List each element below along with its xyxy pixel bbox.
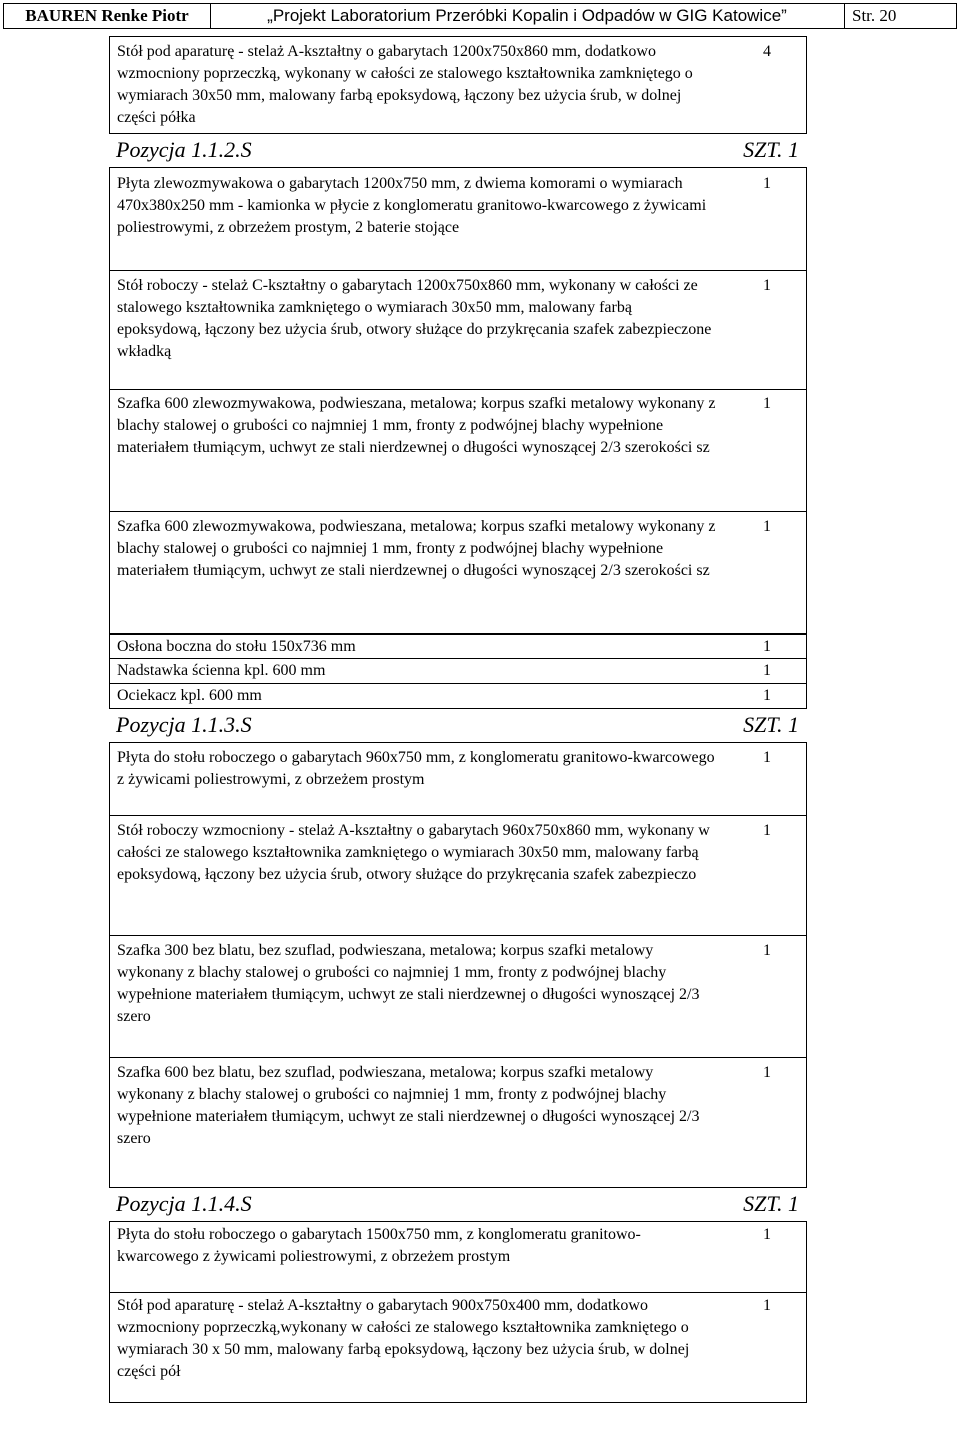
item-quantity: 1 [763,175,771,192]
list-item [109,936,807,1058]
item-quantity: 1 [763,687,771,704]
list-item [109,684,807,709]
list-item [109,1293,807,1403]
project-title: „Projekt Laboratorium Przeróbki Kopalin i Odpadów w GIG Katowice” [210,4,845,28]
list-item [109,1058,807,1188]
page-header [3,3,957,29]
item-description: Stół roboczy wzmocniony - stelaż A-kształtny o gabarytach 960x750x860 mm, wykonany w całości ze stalowego kształtownika zamkniętego o wymiarach 30x50 mm, malowany farbą epoksydową, łączony bez użycia śrub, otwory służące do przykręcania szafek zabezpieczo [117,822,710,883]
position-heading [109,1188,807,1221]
item-quantity: 1 [763,749,771,766]
item-quantity: 1 [763,942,771,959]
item-description: Stół pod aparaturę - stelaż A-kształtny o gabarytach 1200x750x860 mm, dodatkowo wzmocniony poprzeczką, wykonany w całości ze stalowego kształtownika zamkniętego o wymiarach 30x50 mm, malowany farbą epoksydową, łączony bez użycia śrub, w dolnej części półka [117,43,693,126]
item-description: Szafka 600 zlewozmywakowa, podwieszana, metalowa; korpus szafki metalowy wykonany z blachy stalowej o grubości co najmniej 1 mm, fronty z podwójnej blachy wypełnione materiałem tłumiącym, uchwyt ze stali nierdzewnej o długości wynoszącej 2/3 szerokości sz [117,395,716,456]
item-description: Szafka 300 bez blatu, bez szuflad, podwieszana, metalowa; korpus szafki metalowy wykonany z blachy stalowej o grubości co najmniej 1 mm, fronty z podwójnej blachy wypełnione materiałem tłumiącym, uchwyt ze stali nierdzewnej o długości wynoszącej 2/3 szero [117,942,700,1025]
item-quantity: 1 [763,277,771,294]
item-quantity: 1 [763,662,771,679]
item-quantity: 1 [763,1226,771,1243]
position-quantity: SZT. 1 [743,1191,799,1216]
items-table [109,36,807,1403]
item-quantity: 4 [763,43,771,60]
list-item [109,659,807,684]
list-item [109,634,807,659]
list-item [109,36,807,134]
item-quantity: 1 [763,638,771,655]
position-heading [109,134,807,167]
position-label: Pozycja 1.1.2.S [116,137,252,162]
list-item [109,167,807,271]
position-heading [109,709,807,742]
item-description: Szafka 600 zlewozmywakowa, podwieszana, metalowa; korpus szafki metalowy wykonany z blachy stalowej o grubości co najmniej 1 mm, fronty z podwójnej blachy wypełnione materiałem tłumiącym, uchwyt ze stali nierdzewnej o długości wynoszącej 2/3 szerokości sz [117,518,716,579]
list-item [109,816,807,936]
list-item [109,742,807,816]
list-item [109,512,807,634]
item-quantity: 1 [763,1297,771,1314]
position-quantity: SZT. 1 [743,137,799,162]
item-quantity: 1 [763,395,771,412]
list-item [109,390,807,512]
item-description: Nadstawka ścienna kpl. 600 mm [117,662,326,679]
page-number: Str. 20 [852,6,897,25]
item-description: Płyta zlewozmywakowa o gabarytach 1200x750 mm, z dwiema komorami o wymiarach 470x380x250 mm - kamionka w płycie z konglomeratu granitowo-kwarcowego z żywicami poliestrowymi, z obrzeżem prostym, 2 baterie stojące [117,175,707,236]
item-quantity: 1 [763,1064,771,1081]
list-item [109,1221,807,1293]
item-quantity: 1 [763,518,771,535]
position-label: Pozycja 1.1.4.S [116,1191,252,1216]
item-description: Stół roboczy - stelaż C-kształtny o gabarytach 1200x750x860 mm, wykonany w całości ze stalowego kształtownika zamkniętego o wymiarach 30x50 mm, malowany farbą epoksydową, łączony bez użycia śrub, otwory służące do przykręcania szafek zabezpieczone wkładką [117,277,712,360]
position-label: Pozycja 1.1.3.S [116,712,252,737]
company-name: BAUREN Renke Piotr [4,4,211,28]
item-description: Płyta do stołu roboczego o gabarytach 960x750 mm, z konglomeratu granitowo-kwarcowego z żywicami poliestrowymi, z obrzeżem prostym [117,749,715,788]
list-item [109,271,807,390]
item-quantity: 1 [763,822,771,839]
item-description: Szafka 600 bez blatu, bez szuflad, podwieszana, metalowa; korpus szafki metalowy wykonany z blachy stalowej o grubości co najmniej 1 mm, fronty z podwójnej blachy wypełnione materiałem tłumiącym, uchwyt ze stali nierdzewnej o długości wynoszącej 2/3 szero [117,1064,700,1147]
item-description: Osłona boczna do stołu 150x736 mm [117,638,356,655]
position-quantity: SZT. 1 [743,712,799,737]
item-description: Ociekacz kpl. 600 mm [117,687,262,704]
item-description: Płyta do stołu roboczego o gabarytach 1500x750 mm, z konglomeratu granitowo-kwarcowego z żywicami poliestrowymi, z obrzeżem prostym [117,1226,641,1265]
item-description: Stół pod aparaturę - stelaż A-kształtny o gabarytach 900x750x400 mm, dodatkowo wzmocniony poprzeczką,wykonany w całości ze stalowego kształtownika zamkniętego o wymiarach 30 x 50 mm, malowany farbą epoksydową, łączony bez użycia śrub, w dolnej części pół [117,1297,690,1380]
